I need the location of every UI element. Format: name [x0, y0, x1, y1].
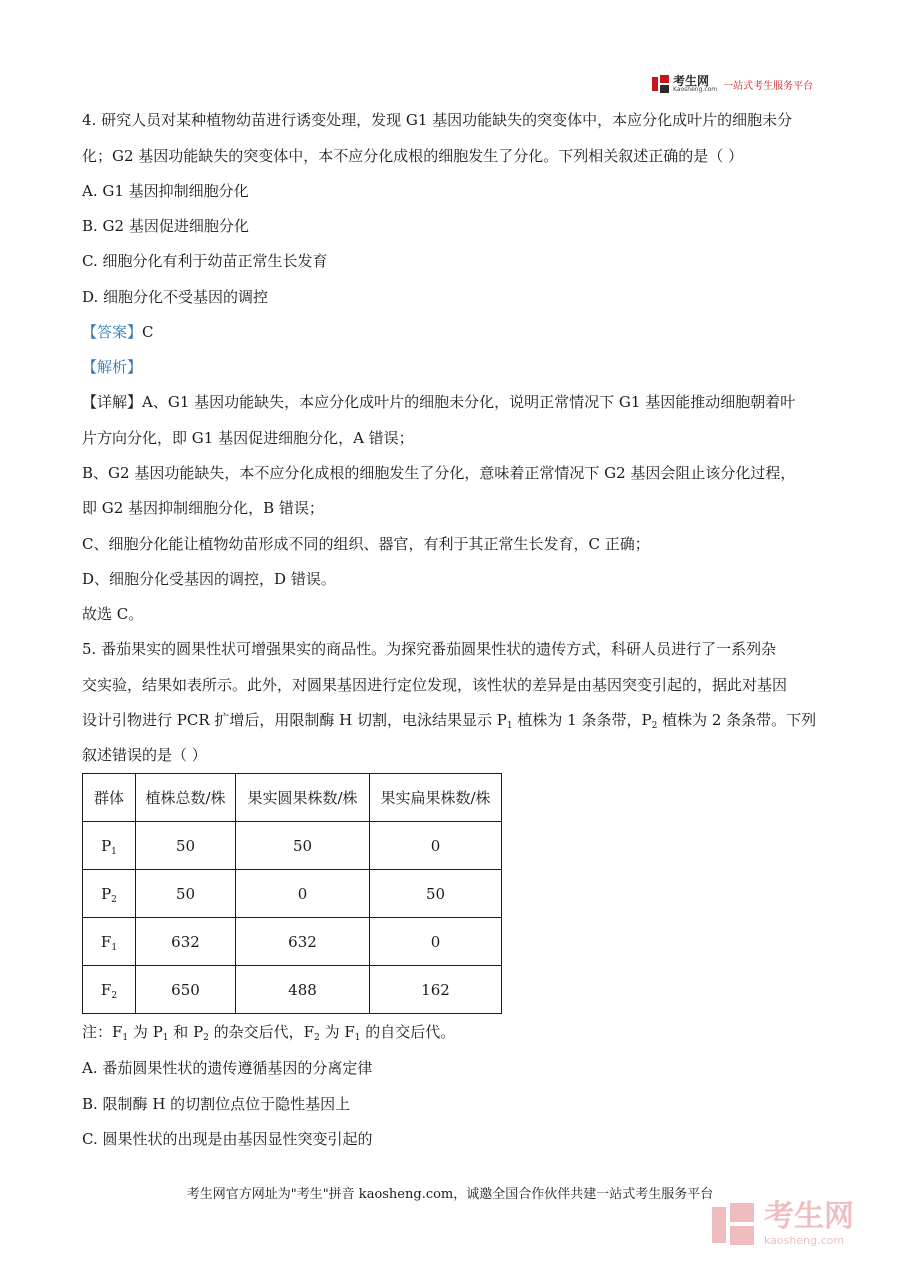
flat-cell: 0	[370, 822, 502, 870]
watermark-logo-icon	[712, 1203, 756, 1247]
q4-stem-line2: 化；G2 基因功能缺失的突变体中，本不应分化成根的细胞发生了分化。下列相关叙述正确的是（ ）	[82, 147, 744, 165]
total-cell: 50	[136, 822, 236, 870]
header-logo	[652, 75, 813, 93]
q4-detail-line6: D、细胞分化受基因的调控，D 错误。	[82, 570, 336, 588]
total-cell: 650	[136, 966, 236, 1014]
results-table	[82, 773, 502, 1014]
total-cell: 50	[136, 870, 236, 918]
q4-option-b: B. G2 基因促进细胞分化	[82, 217, 249, 235]
q4-detail-line5: C、细胞分化能让植物幼苗形成不同的组织、器官，有利于其正常生长发育，C 正确；	[82, 535, 650, 553]
table-header-row	[83, 774, 502, 822]
q4-detail-line2: 片方向分化，即 G1 基因促进细胞分化，A 错误；	[82, 429, 414, 447]
round-cell: 488	[236, 966, 370, 1014]
watermark-name: 考生网	[764, 1199, 854, 1234]
q4-answer	[82, 322, 154, 342]
q4-stem-line1: 4. 研究人员对某种植物幼苗进行诱变处理，发现 G1 基因功能缺失的突变体中，本应分化成叶片的细胞未分	[82, 111, 793, 129]
watermark-domain: kaosheng.com	[764, 1234, 845, 1247]
q5-stem-line4: 叙述错误的是（ ）	[82, 746, 207, 764]
flat-cell: 0	[370, 918, 502, 966]
table-row	[83, 918, 502, 966]
q4-option-a: A. G1 基因抑制细胞分化	[82, 182, 249, 200]
brand-name: 考生网	[673, 74, 710, 88]
q5-option-c: C. 圆果性状的出现是由基因显性突变引起的	[82, 1130, 373, 1148]
round-cell: 50	[236, 822, 370, 870]
watermark-logo	[712, 1199, 854, 1247]
detail-text-1: A、G1 基因功能缺失，本应分化成叶片的细胞未分化，说明正常情况下 G1 基因能推动细胞朝着叶	[142, 393, 796, 411]
q4-detail-line4: 即 G2 基因抑制细胞分化，B 错误；	[82, 499, 324, 517]
q5-stem-line1: 5. 番茄果实的圆果性状可增强果实的商品性。为探究番茄圆果性状的遗传方式，科研人员进行了一系列杂	[82, 640, 777, 658]
total-cell: 632	[136, 918, 236, 966]
table-row	[83, 966, 502, 1014]
answer-label: 【答案】	[82, 323, 143, 341]
round-cell: 632	[236, 918, 370, 966]
brand-logo-icon	[652, 75, 670, 93]
flat-cell: 162	[370, 966, 502, 1014]
q5-stem-line2: 交实验，结果如表所示。此外，对圆果基因进行定位发现，该性状的差异是由基因突变引起的，据此对基因	[82, 676, 788, 694]
table-row	[83, 822, 502, 870]
brand-slogan: 一站式考生服务平台	[723, 80, 814, 92]
brand-domain: Kaosheng.com	[673, 86, 718, 93]
flat-cell: 50	[370, 870, 502, 918]
group-cell: $F_2$	[83, 966, 136, 1014]
table-header: 植株总数/株	[136, 774, 236, 822]
q4-conclusion: 故选 C。	[82, 605, 144, 623]
q5-option-a: A. 番茄圆果性状的遗传遵循基因的分离定律	[82, 1059, 373, 1077]
table-note: 注：$F_1$ 为 $P_1$ 和 $P_2$ 的杂交后代，$F_2$ 为 $F_1$ 的自交后代。	[82, 1023, 456, 1043]
table-row	[83, 870, 502, 918]
round-cell: 0	[236, 870, 370, 918]
q5-stem-line3-text: 设计引物进行 PCR 扩增后，用限制酶 H 切割，电泳结果显示 $P_1$ 植株为 1 条条带，$P_2$ 植株为 2 条条带。下列	[82, 711, 817, 731]
q4-detail-line1	[82, 392, 795, 412]
analysis-label: 【解析】	[82, 358, 143, 376]
group-cell: $F_1$	[83, 918, 136, 966]
group-cell: $P_1$	[83, 822, 136, 870]
q4-option-d: D. 细胞分化不受基因的调控	[82, 288, 269, 306]
q4-option-c: C. 细胞分化有利于幼苗正常生长发育	[82, 252, 328, 270]
q5-option-b: B. 限制酶 H 的切割位点位于隐性基因上	[82, 1095, 351, 1113]
answer-value: C	[142, 323, 154, 341]
table-header: 群体	[83, 774, 136, 822]
group-cell: $P_2$	[83, 870, 136, 918]
page-footer: 考生网官方网址为"考生"拼音 kaosheng.com，诚邀全国合作伙伴共建一站式考生服务平台	[186, 1187, 714, 1202]
detail-label: 【详解】	[82, 393, 143, 411]
table-header: 果实圆果株数/株	[236, 774, 370, 822]
table-header: 果实扁果株数/株	[370, 774, 502, 822]
q4-detail-line3: B、G2 基因功能缺失，本不应分化成根的细胞发生了分化，意味着正常情况下 G2 基因会阻止该分化过程，	[82, 464, 796, 482]
